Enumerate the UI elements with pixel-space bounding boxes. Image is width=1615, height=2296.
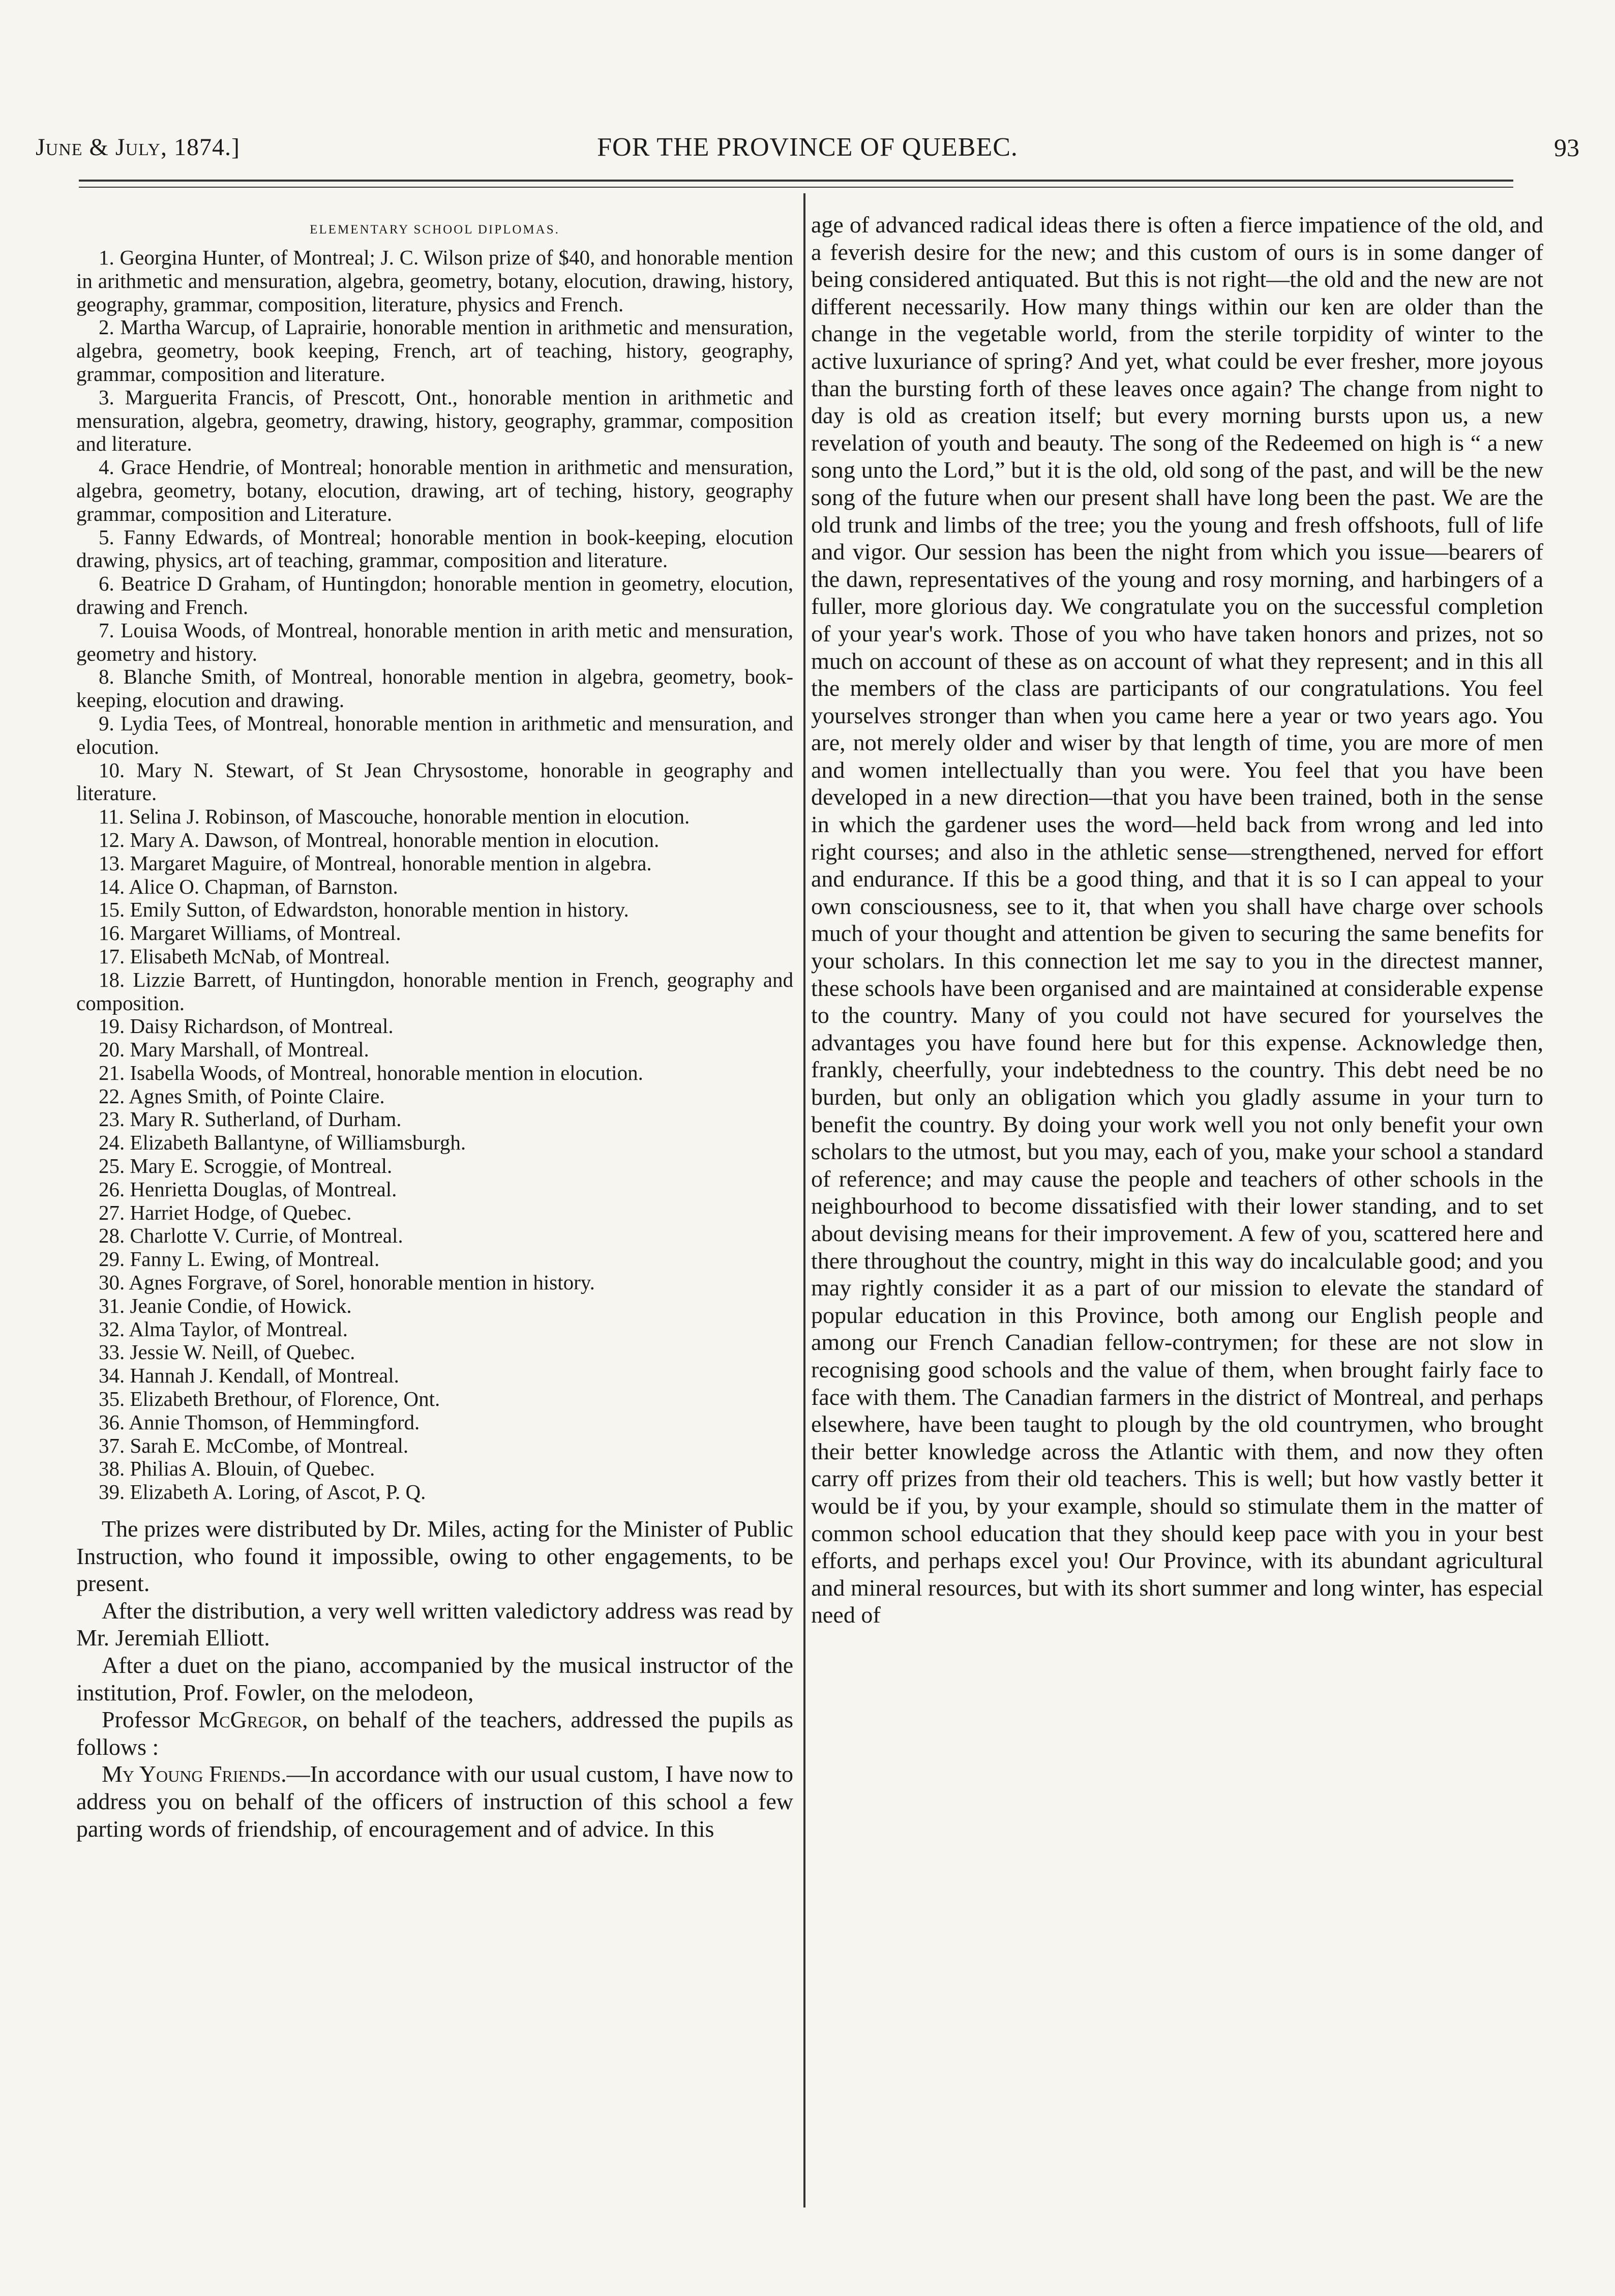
mcgregor-paragraph	[76, 1706, 793, 1760]
list-item: 35. Elizabeth Brethour, of Florence, Ont.	[99, 1387, 440, 1411]
header-rule-thin	[79, 187, 1513, 188]
list-item: 29. Fanny L. Ewing, of Montreal.	[99, 1247, 380, 1271]
list-item: 30. Agnes Forgrave, of Sorel, honorable mention in history.	[99, 1271, 595, 1294]
diploma-list	[76, 246, 793, 1504]
list-item: 26. Henrietta Douglas, of Montreal.	[99, 1177, 397, 1201]
list-item: 24. Elizabeth Ballantyne, of Williamsburgh.	[99, 1131, 466, 1155]
list-item: 2. Martha Warcup, of Laprairie, honorable mention in arithmetic and mensuration, algebra, geometry, book keeping, French, art of teaching, history, geography, grammar, composition and literature.	[76, 315, 793, 386]
list-item: 4. Grace Hendrie, of Montreal; honorable mention in arithmetic and mensuration, algebra, geometry, botany, elocution, drawing, art of teching, history, geography grammar, composition and Literature.	[76, 455, 793, 525]
list-item: 17. Elisabeth McNab, of Montreal.	[99, 944, 390, 968]
list-item: 36. Annie Thomson, of Hemmingford.	[99, 1410, 420, 1434]
mcgregor-name: McGregor	[198, 1706, 303, 1733]
mcgregor-intro: Professor	[102, 1706, 190, 1733]
list-item: 15. Emily Sutton, of Edwardston, honorable mention in history.	[99, 898, 629, 922]
list-item: 8. Blanche Smith, of Montreal, honorable mention in algebra, geometry, book-keeping, elocution and drawing.	[76, 665, 793, 712]
paragraph: age of advanced radical ideas there is often a fierce impatience of the old, and a feverish desire for the new; and this custom of ours is in some danger of being considered antiquated. But this is not right—the old and the new are not different necessarily. How many things within our ken are older than the change in the vegetable world, from the sterile torpidity of winter to the active luxuriance of spring? And yet, what could be ever fresher, more joyous than the bursting forth of these leaves once again? The change from night to day is old as creation itself; but every morning bursts upon us, a new revelation of youth and beauty. The song of the Redeemed on high is “ a new song unto the Lord,” but it is the old, old song of the past, and will be the new song of the future when our present shall have long been the past. We are the old trunk and limbs of the tree; you the young and fresh offshoots, full of life and vigor. Our session has been the night from which you issue—bearers of the dawn, representatives of the young and rosy morning, and harbingers of a fuller, more glorious day. We congratulate you on the successful completion of your year's work. Those of you who have taken honors and prizes, not so much on account of these as on account of what they represent; and in this all the members of the class are participants of our congratulations. You feel yourselves stronger than when you came here a year or two years ago. You are, not merely older and wiser by that length of time, you are more of men and women intellectually than you were. You feel that you have been developed in a new direction—that you have been trained, both in the sense in which the gardener uses the word—held back from wrong and led into right courses; and also in the athletic sense—strengthened, nerved for effort and endurance. If this be a good thing, and that it is so I can appeal to your own consciousness, see to it, that when you shall have charge over schools much of your thought and attention be given to securing the same benefits for your scholars. In this connection let me say to you in the directest manner, these schools have been organised and are maintained at considerable expense to the country. Many of you could not have secured for yourselves the advantages you have found here but for this expense. Acknowledge then, frankly, cheerfully, your indebtedness to the country. This debt need be no burden, but only an obligation which you gladly assume in your turn to benefit the country. By doing your work well you not only benefit your own scholars to the utmost, but you may, each of you, make your school a standard of reference; and may cause the people and teachers of other schools in the neighbourhood to become dissatisfied with their lower standing, and to set about devising means for their improvement. A few of you, scattered here and there throughout the country, might in this way do incalculable good; and you may rightly consider it as a part of our mission to elevate the standard of popular education in this Province, both among our English people and among our French Canadian fellow-contrymen; for these are not slow in recognising good schools and the value of them, when brought fairly face to face with them. The Canadian farmers in the district of Montreal, and perhaps elsewhere, have been taught to plough by the old countrymen, who brought their better knowledge across the Atlantic with them, and now they often carry off prizes from their old teachers. This is well; but how vastly better it would be if you, by your example, should so stimulate them in the matter of common school education that they should keep pace with you in your best efforts, and perhaps excel you! Our Province, with its abundant agricultural and mineral resources, but with its short summer and long winter, has especial need of	[811, 212, 1543, 1628]
paragraph: After the distribution, a very well written valedictory address was read by Mr. Jeremiah Elliott.	[76, 1597, 793, 1651]
list-item: 16. Margaret Williams, of Montreal.	[99, 921, 401, 945]
list-item: 27. Harriet Hodge, of Quebec.	[99, 1200, 352, 1224]
list-item: 25. Mary E. Scroggie, of Montreal.	[99, 1154, 393, 1178]
list-item: 34. Hannah J. Kendall, of Montreal.	[99, 1364, 399, 1388]
list-item: 10. Mary N. Stewart, of St Jean Chrysostome, honorable in geography and literature.	[76, 758, 793, 805]
list-item: 6. Beatrice D Graham, of Huntingdon; honorable mention in geometry, elocution, drawing and French.	[76, 572, 793, 619]
list-item: 33. Jessie W. Neill, of Quebec.	[99, 1340, 355, 1364]
page-header	[36, 127, 1579, 168]
left-body-text	[76, 1515, 793, 1842]
right-body-text	[811, 211, 1543, 1629]
list-item: 32. Alma Taylor, of Montreal.	[99, 1317, 348, 1341]
list-item: 19. Daisy Richardson, of Montreal.	[99, 1014, 394, 1038]
list-item: 7. Louisa Woods, of Montreal, honorable mention in arith metic and mensuration, geometry and history.	[76, 618, 793, 665]
column-divider	[803, 193, 805, 2207]
list-item: 39. Elizabeth A. Loring, of Ascot, P. Q.	[99, 1480, 426, 1504]
list-item: 13. Margaret Maguire, of Montreal, honorable mention in algebra.	[99, 851, 652, 875]
list-item: 22. Agnes Smith, of Pointe Claire.	[99, 1084, 385, 1108]
header-rule	[79, 180, 1513, 182]
address-opening	[76, 1760, 793, 1842]
paragraph: The prizes were distributed by Dr. Miles, acting for the Minister of Public Instruction, who found it impossible, owing to other engagements, to be present.	[76, 1516, 793, 1597]
page-number: 93	[1554, 133, 1579, 162]
address-opening-text: —In accordance with our usual custom, I have now to address you on behalf of the officers of instruction of this school a few parting words of friendship, of encouragement and of advice. In this	[76, 1761, 793, 1842]
issue-date: June & July, 1874.]	[36, 134, 241, 161]
section-heading: ELEMENTARY SCHOOL DIPLOMAS.	[310, 223, 560, 237]
list-item: 23. Mary R. Sutherland, of Durham.	[99, 1107, 402, 1131]
list-item: 9. Lydia Tees, of Montreal, honorable mention in arithmetic and mensuration, and elocution.	[76, 711, 793, 758]
left-column	[76, 211, 793, 1842]
list-item: 18. Lizzie Barrett, of Huntingdon, honorable mention in French, geography and composition.	[76, 967, 793, 1015]
list-item: 38. Philias A. Blouin, of Quebec.	[99, 1457, 375, 1481]
list-item: 1. Georgina Hunter, of Montreal; J. C. Wilson prize of $40, and honorable mention in arithmetic and mensuration, algebra, geometry, botany, elocution, drawing, history, geography, grammar, composition, literature, physics and French.	[76, 246, 793, 316]
salutation: My Young Friends.	[102, 1761, 287, 1787]
right-column	[811, 211, 1543, 1629]
list-item: 20. Mary Marshall, of Montreal.	[99, 1038, 369, 1062]
list-item: 12. Mary A. Dawson, of Montreal, honorable mention in elocution.	[99, 828, 660, 851]
list-item: 31. Jeanie Condie, of Howick.	[99, 1293, 352, 1317]
list-item: 11. Selina J. Robinson, of Mascouche, honorable mention in elocution.	[99, 805, 690, 829]
list-item: 14. Alice O. Chapman, of Barnston.	[99, 874, 398, 898]
list-item: 37. Sarah E. McCombe, of Montreal.	[99, 1433, 409, 1457]
list-item: 28. Charlotte V. Currie, of Montreal.	[99, 1224, 403, 1248]
list-item: 5. Fanny Edwards, of Montreal; honorable mention in book-keeping, elocution drawing, physics, art of teaching, grammar, composition and literature.	[76, 525, 793, 572]
paragraph: After a duet on the piano, accompanied by the musical instructor of the institution, Prof. Fowler, on the melodeon,	[76, 1652, 793, 1705]
running-title: FOR THE PROVINCE OF QUEBEC.	[597, 133, 1018, 162]
list-item: 3. Marguerita Francis, of Prescott, Ont., honorable mention in arithmetic and mensuration, algebra, geometry, drawing, history, geography, grammar, composition and literature.	[76, 385, 793, 456]
mcgregor-rest: , on behalf of the teachers, addressed the pupils as follows :	[76, 1706, 793, 1760]
list-item: 21. Isabella Woods, of Montreal, honorable mention in elocution.	[99, 1061, 643, 1084]
